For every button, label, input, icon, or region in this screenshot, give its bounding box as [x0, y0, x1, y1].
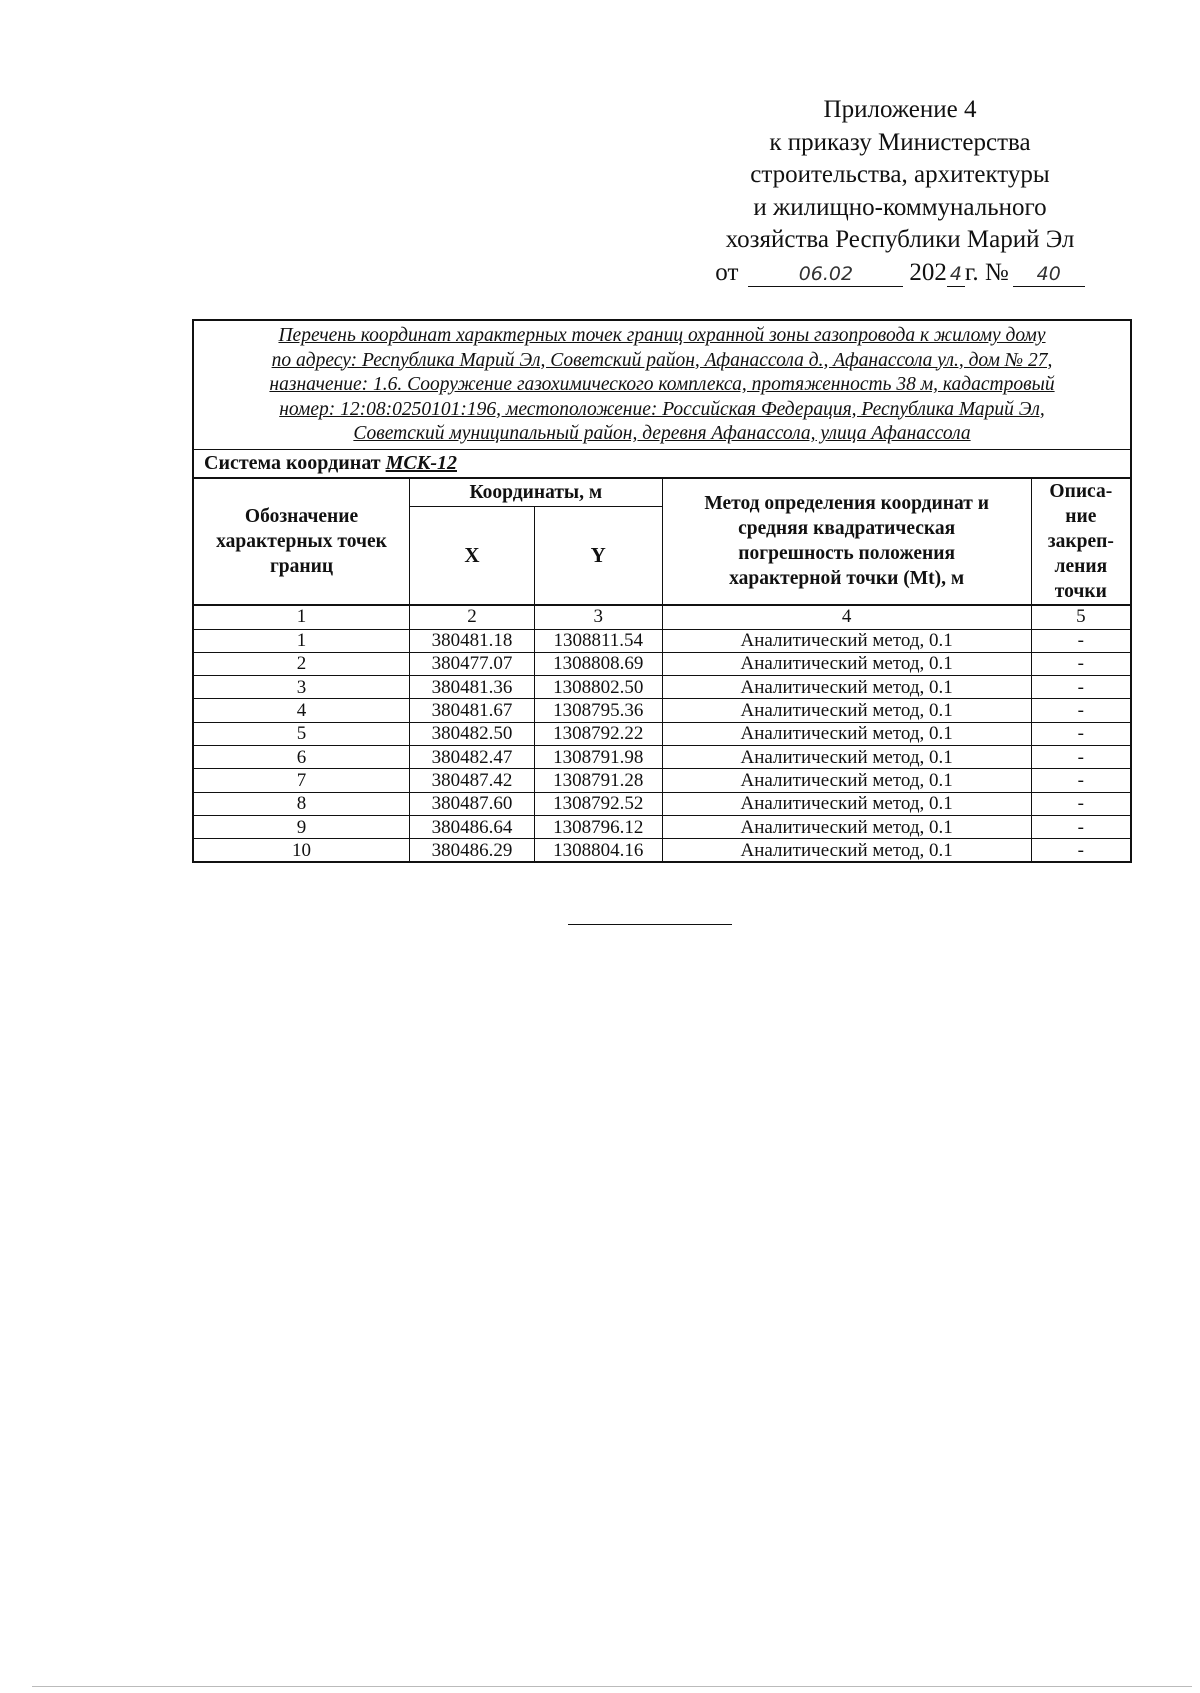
- coord-y: 1308791.98: [534, 745, 662, 768]
- appendix-title: Приложение 4: [823, 96, 977, 123]
- ministry-line-3: хозяйства Республики Марий Эл: [725, 226, 1075, 253]
- coord-x: 380477.07: [410, 652, 535, 675]
- year-suffix: г. №: [964, 258, 1009, 286]
- table-row: [193, 745, 1131, 768]
- column-number-row: [193, 605, 1131, 630]
- caption-line: назначение: 1.6. Сооружение газохимического комплекса, протяженность 38 м, кадастровый: [269, 374, 1055, 395]
- order-date: 06.02: [748, 262, 903, 287]
- point-id: 1: [193, 629, 410, 652]
- approval-block: [690, 94, 1110, 289]
- ministry-line-2: и жилищно-коммунального: [753, 193, 1047, 221]
- description-cell: -: [1031, 699, 1131, 722]
- header-line: Метод определения координат и: [704, 493, 989, 514]
- point-id: 3: [193, 676, 410, 699]
- header-line: средняя квадратическая: [738, 518, 956, 539]
- coord-y: 1308792.22: [534, 722, 662, 745]
- header-line: характерных точек: [216, 530, 387, 552]
- coordinate-system-value: МСК-12: [385, 451, 457, 474]
- header-line: границ: [269, 555, 334, 577]
- header-line: характерной точки (Mt), м: [729, 568, 965, 589]
- point-id: 7: [193, 769, 410, 792]
- method-cell: Аналитический метод, 0.1: [662, 815, 1031, 838]
- header-x: X: [410, 506, 535, 605]
- coord-y: 1308808.69: [534, 652, 662, 675]
- year-prefix: 202: [909, 258, 947, 286]
- table-row: [193, 629, 1131, 652]
- description-cell: -: [1031, 769, 1131, 792]
- order-number: 40: [1013, 262, 1085, 287]
- point-id: 2: [193, 652, 410, 675]
- header-designation: [193, 478, 410, 605]
- coord-x: 380486.29: [410, 839, 535, 863]
- from-label: от: [715, 258, 739, 286]
- coordinates-table: [192, 319, 1132, 863]
- coord-y: 1308804.16: [534, 839, 662, 863]
- header-line: ления: [1054, 555, 1108, 577]
- description-cell: -: [1031, 815, 1131, 838]
- header-y: Y: [534, 506, 662, 605]
- point-id: 6: [193, 745, 410, 768]
- table-row: [193, 722, 1131, 745]
- end-of-document-rule: [568, 924, 732, 925]
- header-line: закреп-: [1047, 530, 1114, 552]
- point-id: 8: [193, 792, 410, 815]
- caption-line: Перечень координат характерных точек границ охранной зоны газопровода к жилому дому: [278, 325, 1046, 346]
- method-cell: Аналитический метод, 0.1: [662, 629, 1031, 652]
- coord-x: 380481.36: [410, 676, 535, 699]
- coord-x: 380486.64: [410, 815, 535, 838]
- method-cell: Аналитический метод, 0.1: [662, 769, 1031, 792]
- coord-y: 1308792.52: [534, 792, 662, 815]
- description-cell: -: [1031, 839, 1131, 863]
- coord-y: 1308796.12: [534, 815, 662, 838]
- coord-x: 380487.42: [410, 769, 535, 792]
- caption-line: по адресу: Республика Марий Эл, Советский район, Афанассола д., Афанассола ул., дом № 27,: [271, 349, 1053, 371]
- method-cell: Аналитический метод, 0.1: [662, 652, 1031, 675]
- column-number: 3: [534, 605, 662, 630]
- column-number: 2: [410, 605, 535, 630]
- table-row: [193, 699, 1131, 722]
- order-date-line: [690, 257, 1110, 290]
- column-number: 5: [1031, 605, 1131, 630]
- table-row: [193, 769, 1131, 792]
- coord-y: 1308811.54: [534, 629, 662, 652]
- description-cell: -: [1031, 629, 1131, 652]
- coord-y: 1308795.36: [534, 699, 662, 722]
- coord-x: 380482.50: [410, 722, 535, 745]
- ministry-line-1: строительства, архитектуры: [750, 161, 1050, 188]
- description-cell: -: [1031, 722, 1131, 745]
- method-cell: Аналитический метод, 0.1: [662, 792, 1031, 815]
- table-row: [193, 839, 1131, 863]
- method-cell: Аналитический метод, 0.1: [662, 699, 1031, 722]
- header-coordinates: Координаты, м: [410, 478, 663, 507]
- header-line: Обозначение: [244, 505, 359, 527]
- description-cell: -: [1031, 652, 1131, 675]
- table-row: [193, 676, 1131, 699]
- coord-y: 1308802.50: [534, 676, 662, 699]
- table-caption: [193, 320, 1131, 449]
- coordinate-system: [193, 449, 1131, 478]
- header-method: [662, 478, 1031, 605]
- method-cell: Аналитический метод, 0.1: [662, 839, 1031, 863]
- column-number: 4: [662, 605, 1031, 630]
- coord-y: 1308791.28: [534, 769, 662, 792]
- method-cell: Аналитический метод, 0.1: [662, 722, 1031, 745]
- header-description: [1031, 478, 1131, 605]
- point-id: 9: [193, 815, 410, 838]
- header-line: погрешность положения: [738, 543, 955, 564]
- description-cell: -: [1031, 676, 1131, 699]
- point-id: 5: [193, 722, 410, 745]
- coord-x: 380481.18: [410, 629, 535, 652]
- header-line: ние: [1065, 505, 1097, 527]
- method-cell: Аналитический метод, 0.1: [662, 745, 1031, 768]
- coord-x: 380482.47: [410, 745, 535, 768]
- point-id: 4: [193, 699, 410, 722]
- point-id: 10: [193, 839, 410, 863]
- header-line: Описа-: [1049, 480, 1113, 502]
- caption-line: номер: 12:08:0250101:196, местоположение: Российская Федерация, Республика Марий Эл,: [279, 398, 1045, 420]
- scan-edge-line: [32, 1686, 1192, 1687]
- header-line: точки: [1054, 580, 1107, 602]
- column-number: 1: [193, 605, 410, 630]
- description-cell: -: [1031, 792, 1131, 815]
- order-line: к приказу Министерства: [769, 128, 1031, 156]
- method-cell: Аналитический метод, 0.1: [662, 676, 1031, 699]
- caption-line: Советский муниципальный район, деревня Афанассола, улица Афанассола: [353, 423, 971, 444]
- description-cell: -: [1031, 745, 1131, 768]
- coord-x: 380481.67: [410, 699, 535, 722]
- table-row: [193, 792, 1131, 815]
- table-row: [193, 652, 1131, 675]
- table-row: [193, 815, 1131, 838]
- coordinate-system-label: Система координат: [204, 451, 381, 474]
- order-year-digit: 4: [947, 262, 965, 287]
- coord-x: 380487.60: [410, 792, 535, 815]
